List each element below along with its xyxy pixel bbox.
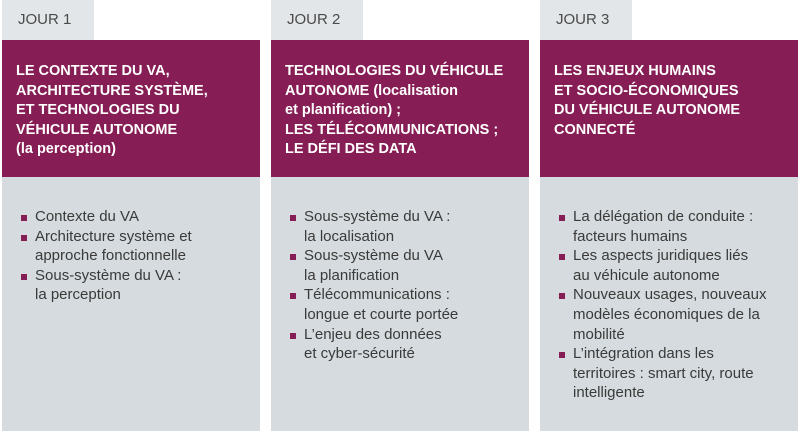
square-bullet-icon — [290, 215, 296, 221]
list-item-text: approche fonctionnelle — [35, 247, 186, 265]
day-2-header-line: et planification) ; — [285, 102, 401, 118]
list-item-text: Sous-système du VA — [304, 247, 443, 265]
square-bullet-icon — [21, 235, 27, 241]
square-bullet-icon — [559, 293, 565, 299]
list-item-text: et cyber-sécurité — [304, 345, 415, 363]
day-2-header-line: LES TÉLÉCOMMUNICATIONS ; — [285, 121, 499, 138]
list-item-text: Contexte du VA — [35, 208, 139, 225]
day-1-header — [2, 40, 260, 177]
day-2-header-line: TECHNOLOGIES DU VÉHICULE — [285, 63, 504, 79]
square-bullet-icon — [559, 215, 565, 221]
list-item-text: modèles économiques de la — [573, 305, 760, 323]
day-2-header-line: AUTONOME (localisation — [285, 82, 458, 99]
list-item-text: la localisation — [304, 227, 395, 245]
list-item-text: intelligente — [573, 384, 645, 402]
list-item-text: Nouveaux usages, nouveaux — [573, 286, 767, 304]
day-1-header-line: VÉHICULE AUTONOME — [16, 121, 178, 138]
list-item — [21, 266, 250, 305]
list-item-text: L’intégration dans les — [573, 345, 714, 363]
list-item-text: La délégation de conduite : — [573, 208, 754, 225]
square-bullet-icon — [559, 254, 565, 260]
list-item-text: Sous-système du VA : — [35, 266, 182, 284]
list-item-text: Architecture système et — [35, 227, 192, 245]
day-3-header — [540, 40, 798, 177]
day-2-topic-list — [271, 177, 529, 431]
day-2-column — [271, 0, 529, 433]
day-3-header-line: LES ENJEUX HUMAINS — [554, 63, 716, 79]
list-item — [290, 325, 519, 364]
square-bullet-icon — [290, 333, 296, 339]
square-bullet-icon — [21, 215, 27, 221]
list-item-text: L’enjeu des données — [304, 325, 442, 343]
square-bullet-icon — [290, 254, 296, 260]
list-item — [559, 344, 788, 403]
day-3-header-line: DU VÉHICULE AUTONOME — [554, 102, 741, 118]
list-item-text: la perception — [35, 286, 121, 304]
list-item-text: mobilité — [573, 325, 625, 343]
list-item — [559, 285, 788, 344]
day-2-header — [271, 40, 529, 177]
list-item — [290, 246, 519, 285]
list-item — [559, 246, 788, 285]
list-item-text: Sous-système du VA : — [304, 208, 451, 225]
list-item — [21, 207, 250, 227]
list-item-text: facteurs humains — [573, 227, 688, 245]
day-3-column — [540, 0, 798, 433]
list-item — [290, 207, 519, 246]
list-item-text: au véhicule autonome — [573, 266, 720, 284]
list-item-text: Les aspects juridiques liés — [573, 247, 749, 265]
day-1-topic-list — [2, 177, 260, 431]
square-bullet-icon — [559, 352, 565, 358]
list-item-text: longue et courte portée — [304, 305, 459, 323]
day-3-header-line: CONNECTÉ — [554, 121, 636, 138]
list-item — [21, 227, 250, 266]
day-1-header-line: ARCHITECTURE SYSTÈME, — [16, 82, 208, 99]
day-1-header-line: LE CONTEXTE DU VA, — [16, 63, 170, 79]
list-item — [290, 285, 519, 324]
day-1-header-line: (la perception) — [16, 141, 116, 157]
day-3-header-line: ET SOCIO-ÉCONOMIQUES — [554, 82, 739, 99]
list-item-text: la planification — [304, 266, 400, 284]
day-3-topic-list — [540, 177, 798, 431]
day-1-column — [2, 0, 260, 433]
square-bullet-icon — [21, 274, 27, 280]
day-2-tab: JOUR 2 — [271, 0, 363, 40]
list-item-text: Télécommunications : — [304, 286, 450, 304]
day-1-header-line: ET TECHNOLOGIES DU — [16, 102, 180, 118]
square-bullet-icon — [290, 293, 296, 299]
day-1-tab: JOUR 1 — [2, 0, 94, 40]
day-3-tab: JOUR 3 — [540, 0, 632, 40]
day-2-header-line: LE DÉFI DES DATA — [285, 141, 417, 157]
list-item — [559, 207, 788, 246]
list-item-text: territoires : smart city, route — [573, 364, 754, 382]
